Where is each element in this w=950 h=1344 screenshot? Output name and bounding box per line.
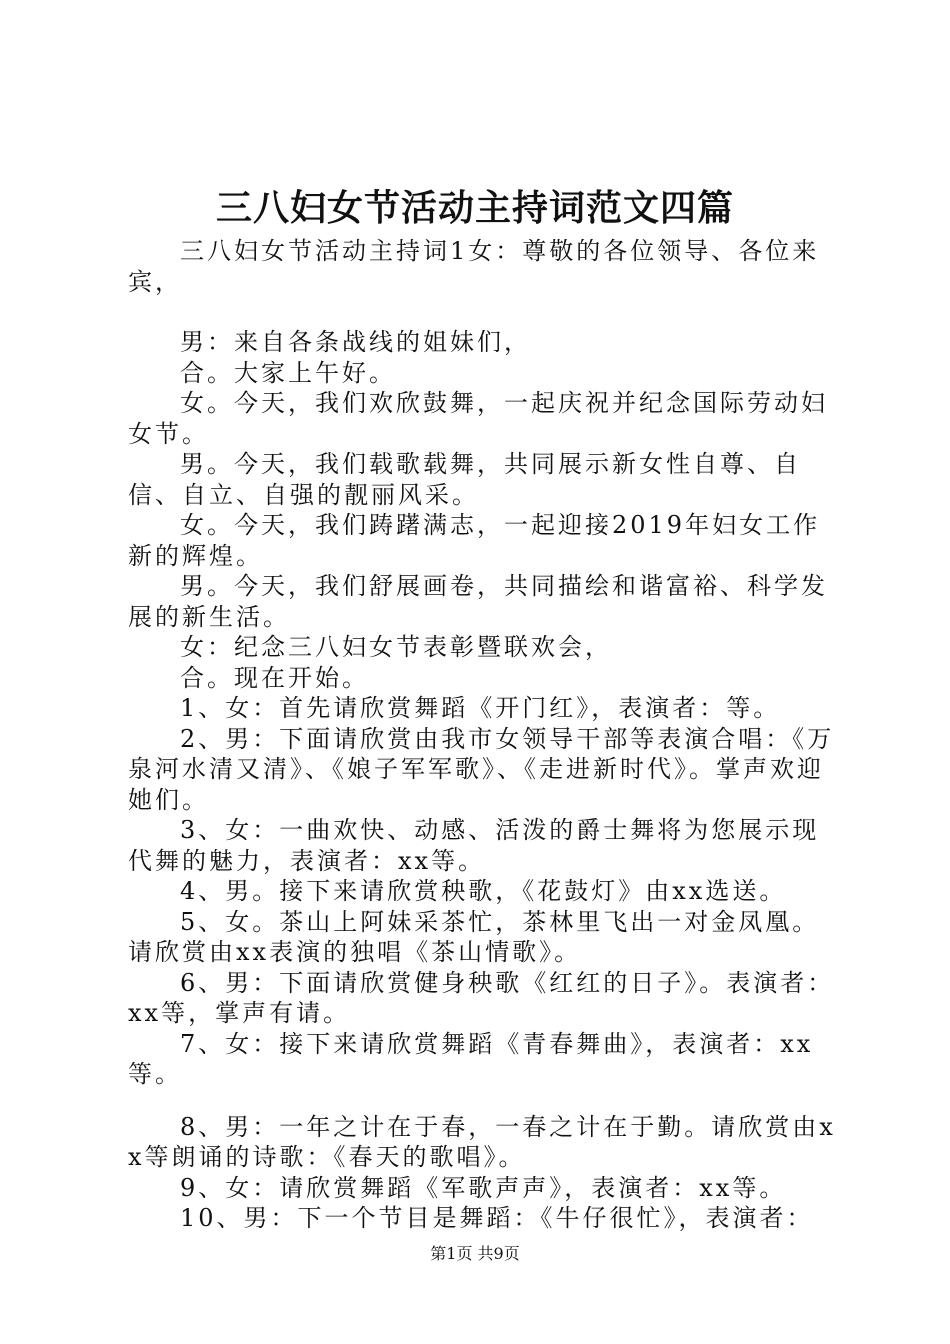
paragraph-6: 女。今天，我们踌躇满志，一起迎接2019年妇女工作新的辉煌。	[128, 511, 821, 570]
paragraph-18: 9、女：请欣赏舞蹈《军歌声声》，表演者：xx等。	[180, 1173, 787, 1202]
paragraph-16: 7、女：接下来请欣赏舞蹈《青春舞曲》，表演者：xx等。	[128, 1029, 814, 1088]
paragraph-10: 1、女：首先请欣赏舞蹈《开门红》，表演者：等。	[180, 694, 781, 722]
paragraph-4: 女。今天，我们欢欣鼓舞，一起庆祝并纪念国际劳动妇女节。	[128, 389, 828, 448]
paragraph-11: 2、男：下面请欣赏由我市女领导干部等表演合唱：《万泉河水清又清》、《娘子军军歌》、《走进新时代》。掌声欢迎她们。	[128, 724, 835, 814]
paragraph-19: 10、男：下一个节目是舞蹈：《牛仔很忙》，表演者：	[180, 1204, 814, 1232]
paragraph-3: 合。大家上午好。	[180, 358, 396, 387]
document-body	[128, 236, 840, 1234]
paragraph-5: 男。今天，我们载歌载舞，共同展示新女性自尊、自信、自立、自强的靓丽风采。	[128, 450, 801, 509]
paragraph-12: 3、女：一曲欢快、动感、活泼的爵士舞将为您展示现代舞的魅力，表演者：xx等。	[128, 816, 820, 875]
page-footer: 第1页 共9页	[430, 1244, 520, 1263]
document-title: 三八妇女节活动主持词范文四篇	[215, 187, 734, 229]
paragraph-13: 4、男。接下来请欣赏秧歌，《花鼓灯》由xx选送。	[180, 877, 787, 905]
paragraph-17: 8、男：一年之计在于春，一春之计在于勤。请欣赏由xx等朗诵的诗歌：《春天的歌唱》。	[128, 1112, 836, 1171]
paragraph-2: 男：来自各条战线的姐妹们，	[180, 328, 531, 356]
paragraph-9: 合。现在开始。	[180, 663, 369, 692]
paragraph-14: 5、女。茶山上阿妹采茶忙，茶林里飞出一对金凤凰。请欣赏由xx表演的独唱《茶山情歌》。	[128, 907, 820, 966]
paragraph-7: 男。今天，我们舒展画卷，共同描绘和谐富裕、科学发展的新生活。	[128, 572, 828, 631]
paragraph-1: 三八妇女节活动主持词1女：尊敬的各位领导、各位来宾，	[128, 237, 820, 296]
paragraph-15: 6、男：下面请欣赏健身秧歌《红红的日子》。表演者：xx等，掌声有请。	[128, 968, 835, 1027]
paragraph-8: 女：纪念三八妇女节表彰暨联欢会，	[180, 633, 612, 661]
